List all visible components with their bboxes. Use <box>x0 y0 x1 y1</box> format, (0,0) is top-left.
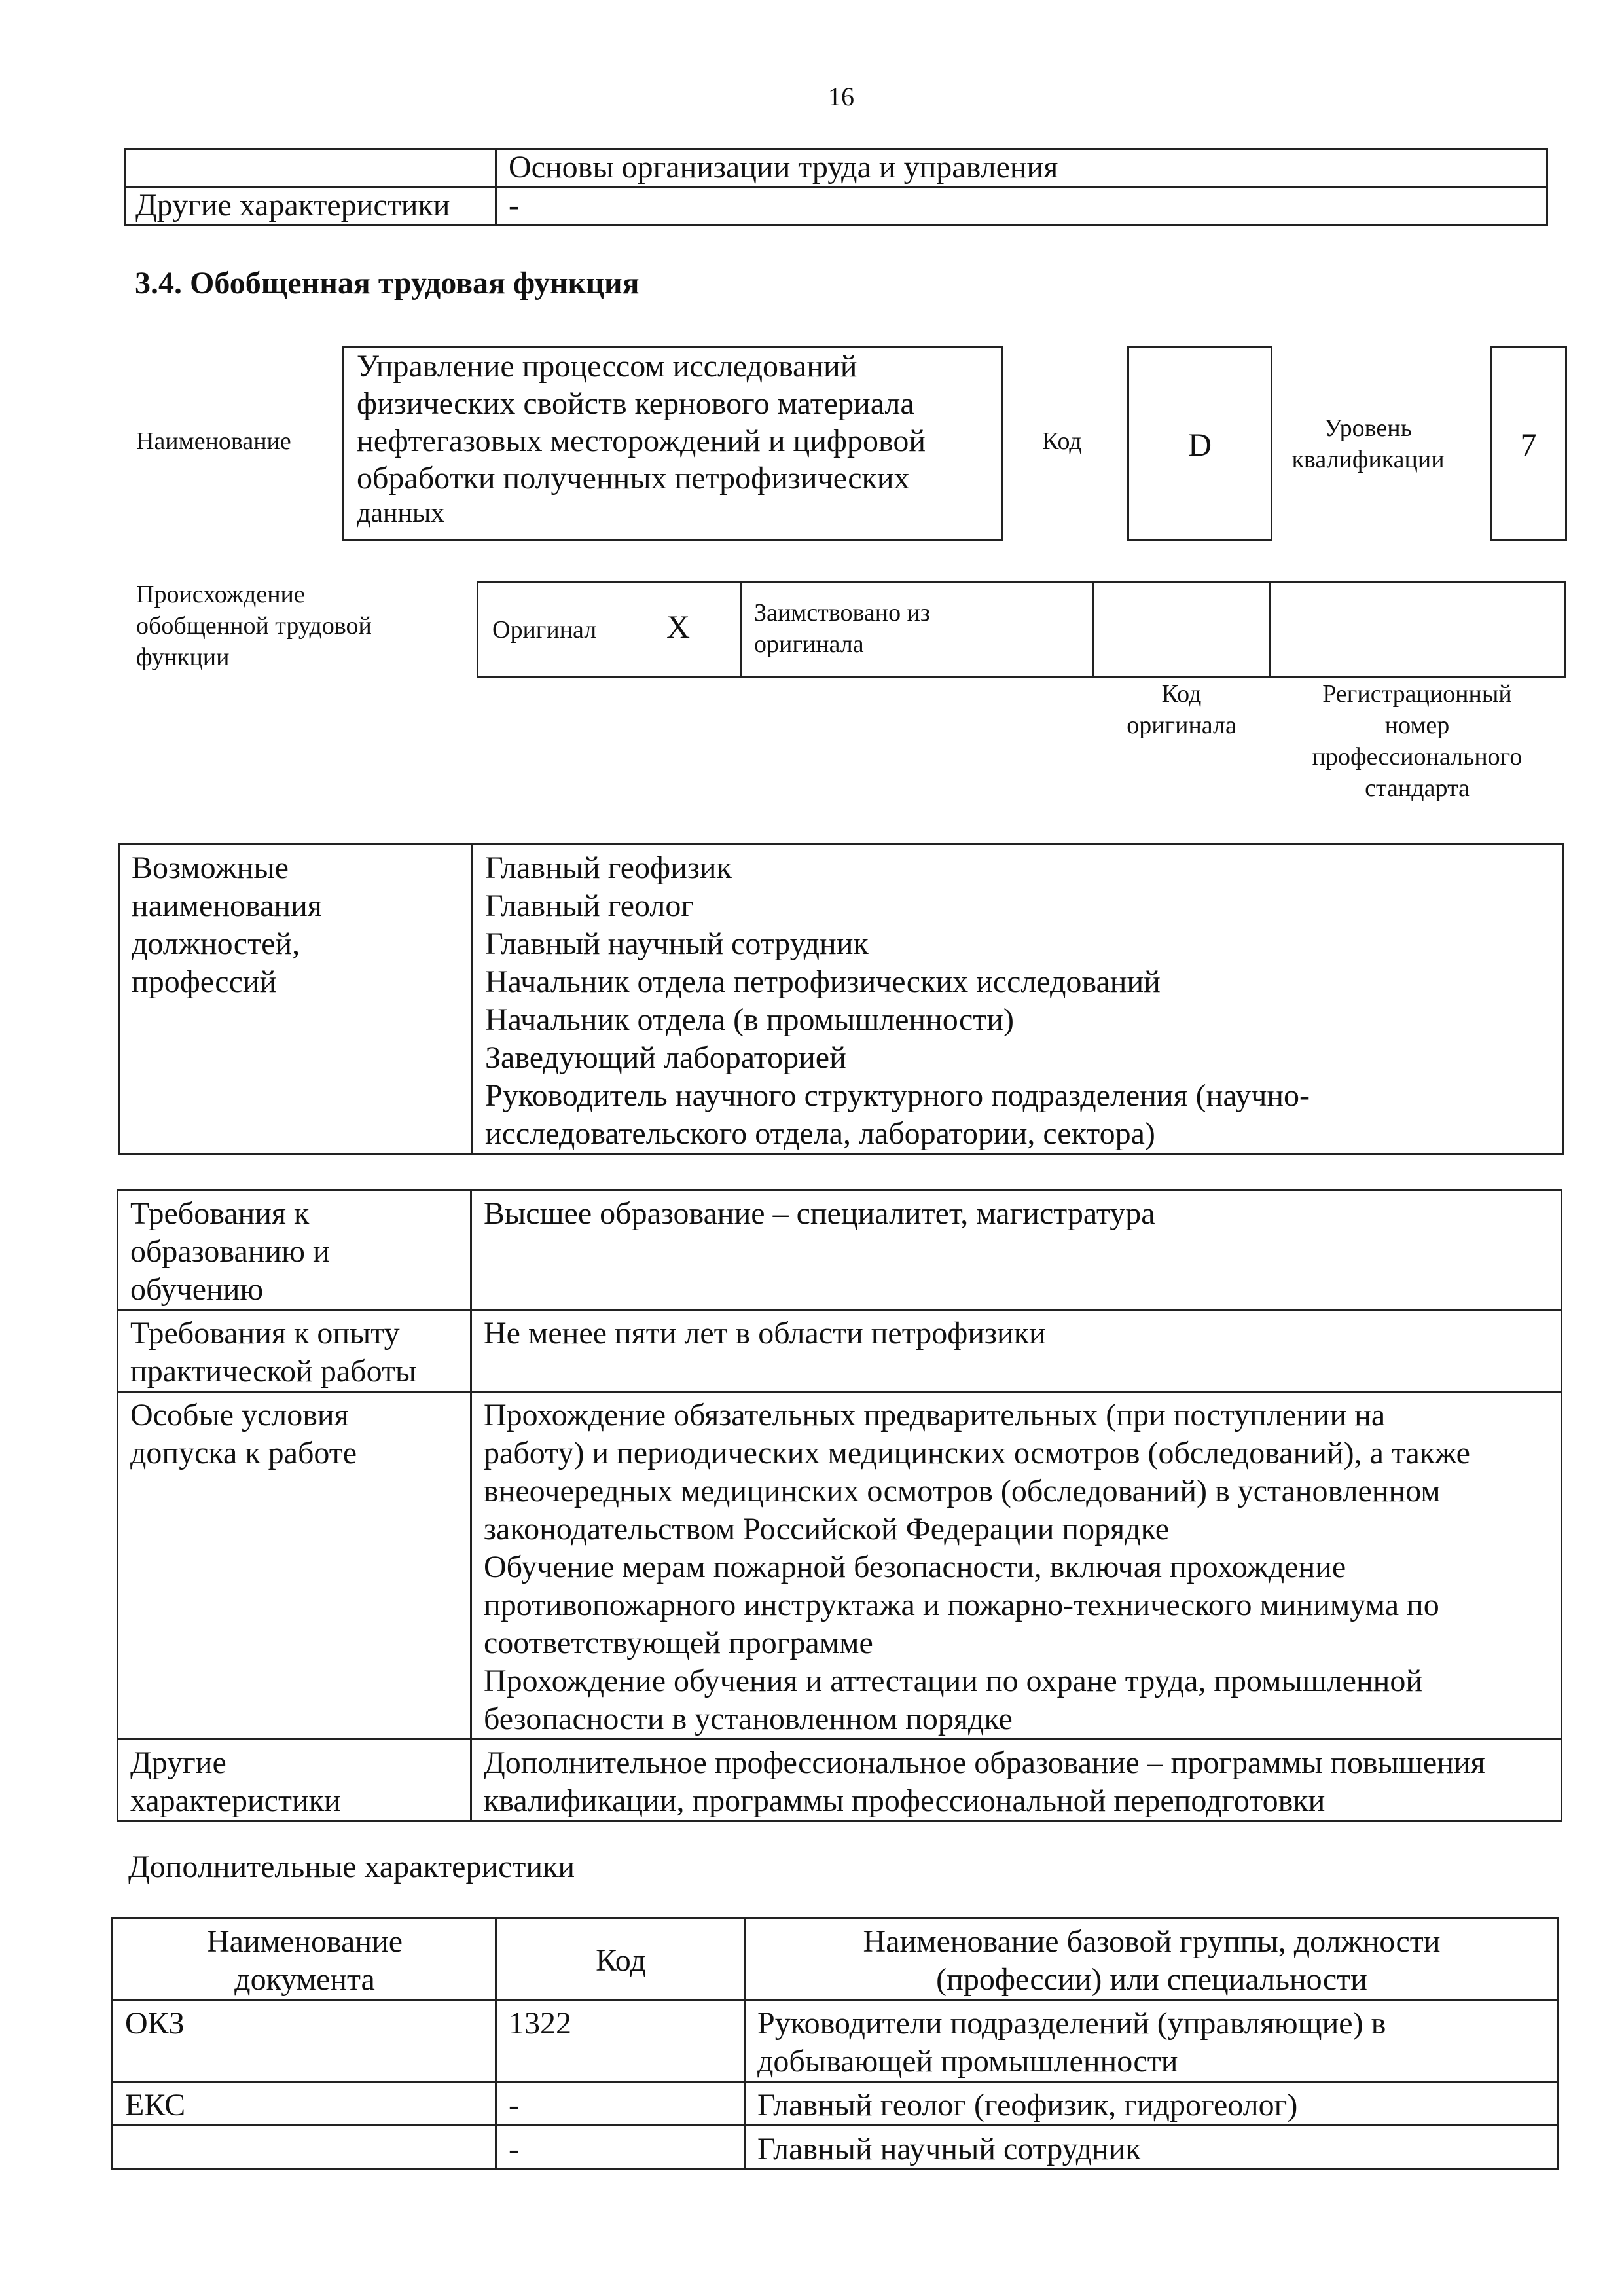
req-value-line: Прохождение обучения и аттестации по охране труда, промышленной <box>484 1664 1423 1698</box>
positions-label <box>119 845 473 1154</box>
origin-reg-divider <box>1269 581 1271 678</box>
top-table-value: Основы организации труда и управления <box>496 149 1547 187</box>
additional-title: Дополнительные характеристики <box>128 1850 575 1884</box>
req-label-line: Другие <box>130 1745 226 1780</box>
top-table-dash: - <box>496 187 1547 225</box>
position-item: исследовательского отдела, лаборатории, сектора) <box>485 1116 1155 1151</box>
req-label-line: Особые условия <box>130 1398 349 1432</box>
req-label-line: образованию и <box>130 1234 330 1269</box>
position-item: Начальник отдела петрофизических исследований <box>485 964 1161 999</box>
top-table-label: Другие характеристики <box>126 187 496 225</box>
row-name <box>745 2082 1558 2126</box>
function-name-line: обработки полученных петрофизических <box>357 461 910 496</box>
req-conditions-label <box>118 1392 471 1740</box>
borrowed-label-line: Заимствовано из <box>754 599 930 627</box>
position-item: Главный геофизик <box>485 850 732 885</box>
level-label-line: квалификации <box>1291 446 1445 473</box>
req-value-line: работу) и периодических медицинских осмотров (обследований), а также <box>484 1436 1470 1470</box>
origin-borrowed-divider <box>740 581 742 678</box>
header-document <box>113 1918 496 2000</box>
header-document-line: документа <box>234 1962 375 1997</box>
header-group-line: Наименование базовой группы, должности <box>863 1924 1441 1959</box>
position-item: Главный геолог <box>485 888 695 923</box>
req-value-line: Дополнительное профессиональное образование – программы повышения <box>484 1745 1485 1780</box>
req-education-label <box>118 1190 471 1310</box>
req-experience-value <box>471 1310 1562 1392</box>
req-value-line: противопожарного инструктажа и пожарно-технического минимума по <box>484 1588 1439 1622</box>
row-name-line: Руководители подразделений (управляющие) в <box>757 2006 1386 2041</box>
req-label-line: обучению <box>130 1272 264 1307</box>
original-mark: X <box>666 608 691 645</box>
code-value: D <box>1187 426 1212 463</box>
level-value: 7 <box>1520 426 1537 463</box>
req-value-line: законодательством Российской Федерации порядке <box>484 1512 1169 1546</box>
positions-label-line: наименования <box>132 888 322 923</box>
header-code: Код <box>496 1918 745 2000</box>
req-value-line: внеочередных медицинских осмотров (обследований) в установленном <box>484 1474 1441 1508</box>
row-name-line: Главный геолог (геофизик, гидрогеолог) <box>757 2088 1298 2123</box>
origin-label-line: обобщенной трудовой <box>136 612 372 640</box>
row-doc <box>113 2126 496 2170</box>
position-item: Руководитель научного структурного подразделения (научно- <box>485 1078 1310 1113</box>
level-label-line: Уровень <box>1324 414 1412 442</box>
origin-box <box>477 581 1566 678</box>
section-title: 3.4. Обобщенная трудовая функция <box>135 266 640 301</box>
req-experience-label <box>118 1310 471 1392</box>
function-name-box <box>342 346 1003 541</box>
row-code: - <box>496 2126 745 2170</box>
req-value-line: квалификации, программы профессиональной переподготовки <box>484 1783 1326 1818</box>
original-label: Оригинал <box>492 616 597 644</box>
caption-registration <box>1270 678 1564 804</box>
positions-list <box>473 845 1563 1154</box>
req-label-line: Требования к <box>130 1196 310 1231</box>
position-item: Начальник отдела (в промышленности) <box>485 1002 1014 1037</box>
positions-label-line: должностей, <box>132 926 300 961</box>
row-name <box>745 2126 1558 2170</box>
header-document-line: Наименование <box>206 1924 403 1959</box>
row-doc: ЕКС <box>113 2082 496 2126</box>
req-label-line: Требования к опыту <box>130 1316 400 1351</box>
function-name-line: физических свойств кернового материала <box>357 386 914 421</box>
function-name-line: Управление процессом исследований <box>357 349 857 384</box>
position-item: Главный научный сотрудник <box>485 926 869 961</box>
req-value-line: Высшее образование – специалитет, магистратура <box>484 1196 1155 1231</box>
function-name-line: данных <box>357 498 445 528</box>
code-value-box <box>1127 346 1272 541</box>
name-label: Наименование <box>136 428 291 455</box>
req-value-line: Не менее пяти лет в области петрофизики <box>484 1316 1046 1351</box>
borrowed-label-line: оригинала <box>754 630 864 658</box>
req-value-line: безопасности в установленном порядке <box>484 1702 1013 1736</box>
header-group <box>745 1918 1558 2000</box>
row-doc: ОКЗ <box>113 2000 496 2082</box>
row-name-line: Главный научный сотрудник <box>757 2132 1141 2166</box>
caption-reg-line: Регистрационный <box>1322 680 1512 708</box>
req-value-line: Прохождение обязательных предварительных (при поступлении на <box>484 1398 1386 1432</box>
req-other-value <box>471 1740 1562 1821</box>
positions-table <box>118 843 1564 1155</box>
caption-code-line: Код <box>1161 680 1202 708</box>
caption-reg-line: стандарта <box>1365 774 1470 802</box>
caption-reg-line: профессионального <box>1312 743 1523 771</box>
origin-code-divider <box>1092 581 1094 678</box>
origin-label <box>136 579 372 673</box>
page-number: 16 <box>828 82 854 111</box>
row-name-line: добывающей промышленности <box>757 2044 1178 2079</box>
level-label <box>1283 412 1453 475</box>
header-group-line: (профессии) или специальности <box>936 1962 1367 1997</box>
function-name-line: нефтегазовых месторождений и цифровой <box>357 424 926 458</box>
requirements-table <box>117 1189 1562 1822</box>
top-table <box>124 148 1548 226</box>
req-value-line: Обучение мерам пожарной безопасности, включая прохождение <box>484 1550 1346 1584</box>
positions-label-line: профессий <box>132 964 277 999</box>
req-education-value <box>471 1190 1562 1310</box>
borrowed-label <box>754 597 930 660</box>
req-other-label <box>118 1740 471 1821</box>
row-code: 1322 <box>496 2000 745 2082</box>
positions-label-line: Возможные <box>132 850 289 885</box>
top-table-empty-cell <box>126 149 496 187</box>
req-conditions-value <box>471 1392 1562 1740</box>
req-label-line: допуска к работе <box>130 1436 357 1470</box>
additional-table <box>111 1917 1559 2170</box>
caption-code <box>1100 678 1263 741</box>
caption-reg-line: номер <box>1384 712 1450 739</box>
req-value-line: соответствующей программе <box>484 1626 873 1660</box>
caption-code-line: оригинала <box>1127 712 1236 739</box>
req-label-line: характеристики <box>130 1783 341 1818</box>
row-code: - <box>496 2082 745 2126</box>
position-item: Заведующий лабораторией <box>485 1040 846 1075</box>
row-name <box>745 2000 1558 2082</box>
req-label-line: практической работы <box>130 1354 417 1389</box>
level-value-box <box>1490 346 1567 541</box>
origin-label-line: Происхождение <box>136 581 305 608</box>
origin-label-line: функции <box>136 644 230 671</box>
code-label: Код <box>1042 428 1082 455</box>
